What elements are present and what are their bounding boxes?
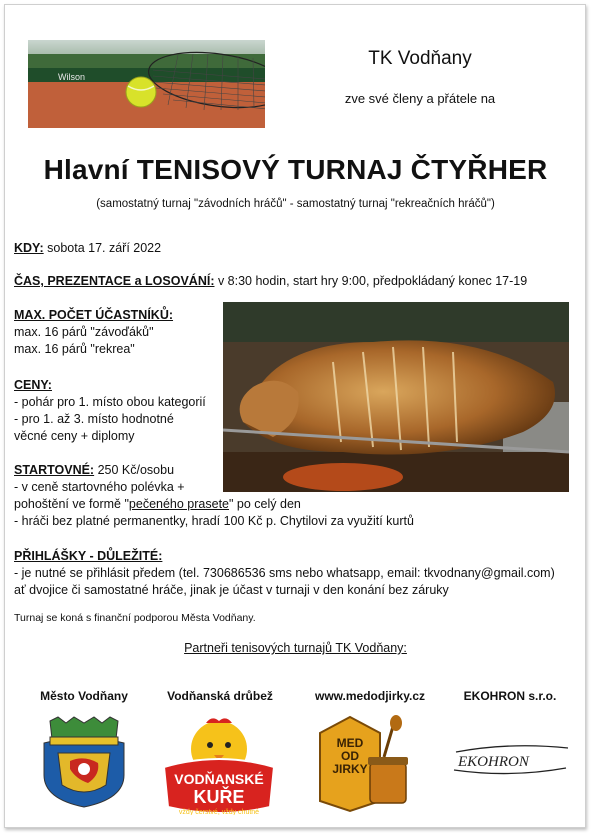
partner-name: www.medodjirky.cz [314,689,426,703]
ekohron-logo [450,740,572,780]
partners-title: Partneři tenisových turnajů TK Vodňany: [184,641,407,655]
max-line: max. 16 párů "závoďáků" [14,325,154,339]
fee-line-pre: pohoštění ve formě " [14,497,129,511]
fee-line: - v ceně startovného polévka + [14,480,185,494]
max-label: MAX. POČET ÚČASTNÍKŮ: [14,308,174,322]
prizes-line: - pohár pro 1. místo obou kategorií [14,395,206,409]
kure-logo-text: VODŇANSKÉ [174,771,264,787]
date-value: sobota 17. září 2022 [43,241,162,255]
signup-line: - je nutné se přihlásit předem (tel. 730686536 sms nebo whatsapp, email: tkvodnany@gmail.com) [14,566,555,580]
prizes-line: věcné ceny + diplomy [14,429,135,443]
tennis-photo [28,40,265,128]
date-line [14,240,161,257]
honey-logo-text: OD [341,749,359,763]
fee-block [14,462,414,530]
roast-pig-link[interactable]: pečeného prasete [128,497,230,511]
organizer-name: TK Vodňany [368,48,472,69]
honey-logo-text: JIRKY [332,762,368,776]
invitation-text: zve své členy a přátele na [344,91,496,106]
prizes-label: CENY: [14,378,52,392]
ekohron-logo-text: EKOHRON [458,754,529,770]
prizes-block [14,377,206,445]
date-label: KDY: [14,241,44,255]
partner-name: Město Vodňany [40,689,128,703]
fee-label: STARTOVNÉ: [14,463,95,477]
time-label: ČAS, PREZENTACE a LOSOVÁNÍ: [14,274,215,288]
signup-block [14,548,555,599]
event-subtitle: (samostatný turnaj "závodních hráčů" - samostatný turnaj "rekreačních hráčů") [96,198,495,210]
partner-name: EKOHRON s.r.o. [463,689,557,703]
max-line: max. 16 párů "rekrea" [14,342,135,356]
fee-line: - hráči bez platné permanentky, hradí 100 Kč p. Chytilovi za využití kurtů [14,514,414,528]
support-note: Turnaj se koná s finanční podporou Města Vodňany. [14,612,256,624]
time-line [14,273,527,290]
honey-jar-logo [310,713,415,813]
event-title: Hlavní TENISOVÝ TURNAJ ČTYŘHER [43,154,548,185]
svg-text:Wilson: Wilson [58,72,86,82]
time-value: v 8:30 hodin, start hry 9:00, předpokládaný konec 17-19 [214,274,528,288]
vodnanske-kure-logo [160,715,278,815]
fee-value: 250 Kč/osobu [94,463,175,477]
signup-line: ať dvojice či samostatné hráče, jinak je účast v turnaji v den konání bez záruky [14,583,449,597]
fee-line-post: " po celý den [229,497,301,511]
max-participants-block [14,307,173,358]
prizes-line: - pro 1. až 3. místo hodnotné [14,412,174,426]
signup-label: PŘIHLÁŠKY - DŮLEŽITÉ: [14,549,163,563]
kure-logo-text: KUŘE [193,787,245,807]
honey-logo-text: MED [336,736,364,750]
partner-name: Vodňanská drůbež [167,689,273,703]
coat-of-arms-icon [40,713,128,809]
kure-logo-tagline: vždy čerstvé, vždy chutné [178,809,260,815]
